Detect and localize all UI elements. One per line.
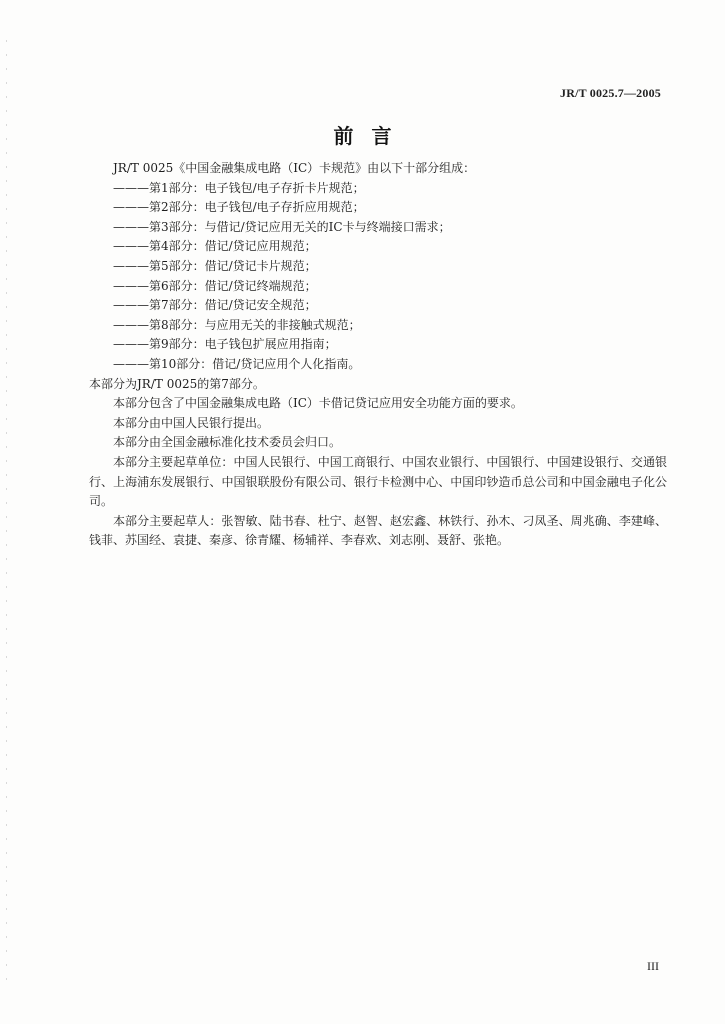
paragraph-proposed-by: 本部分由中国人民银行提出。 (113, 415, 270, 430)
standard-code: JR/T 0025.7—2005 (560, 86, 661, 100)
list-item: ———第8部分：与应用无关的非接触式规范； (113, 317, 361, 332)
list-item: ———第10部分：借记/贷记应用个人化指南。 (113, 356, 361, 371)
page-number: III (647, 959, 659, 973)
parts-list (89, 179, 667, 375)
scan-edge-marks (6, 40, 7, 980)
list-item: ———第7部分：借记/贷记安全规范； (113, 298, 317, 313)
paragraph-drafting-units: 本部分主要起草单位：中国人民银行、中国工商银行、中国农业银行、中国银行、中国建设银行、交通银行、上海浦东发展银行、中国银联股份有限公司、银行卡检测中心、中国印钞造币总公司和中国金融电子化公司。 (89, 454, 667, 509)
list-item: ———第5部分：借记/贷记卡片规范； (113, 258, 317, 273)
list-item: ———第6部分：借记/贷记终端规范； (113, 278, 317, 293)
intro-paragraph: JR/T 0025《中国金融集成电路（IC）卡规范》由以下十部分组成： (113, 161, 476, 175)
paragraph-centralized-by: 本部分由全国金融标准化技术委员会归口。 (113, 435, 342, 450)
page-title: 前言 (333, 124, 410, 148)
foreword-body (89, 159, 667, 551)
paragraph-part-number: 本部分为JR/T 0025的第7部分。 (89, 376, 265, 391)
list-item: ———第9部分：电子钱包扩展应用指南； (113, 337, 337, 352)
paragraph-drafters: 本部分主要起草人：张智敏、陆书春、杜宁、赵智、赵宏鑫、林铁行、孙木、刁凤圣、周兆确、李建峰、钱菲、苏国经、袁捷、秦彦、徐青耀、杨辅祥、李春欢、刘志刚、聂舒、张艳。 (89, 513, 667, 548)
list-item: ———第2部分：电子钱包/电子存折应用规范； (113, 200, 365, 215)
list-item: ———第1部分：电子钱包/电子存折卡片规范； (113, 180, 365, 195)
paragraph-scope: 本部分包含了中国金融集成电路（IC）卡借记贷记应用安全功能方面的要求。 (113, 396, 523, 411)
list-item: ———第3部分：与借记/贷记应用无关的IC卡与终端接口需求； (113, 219, 451, 234)
list-item: ———第4部分：借记/贷记应用规范； (113, 239, 317, 254)
